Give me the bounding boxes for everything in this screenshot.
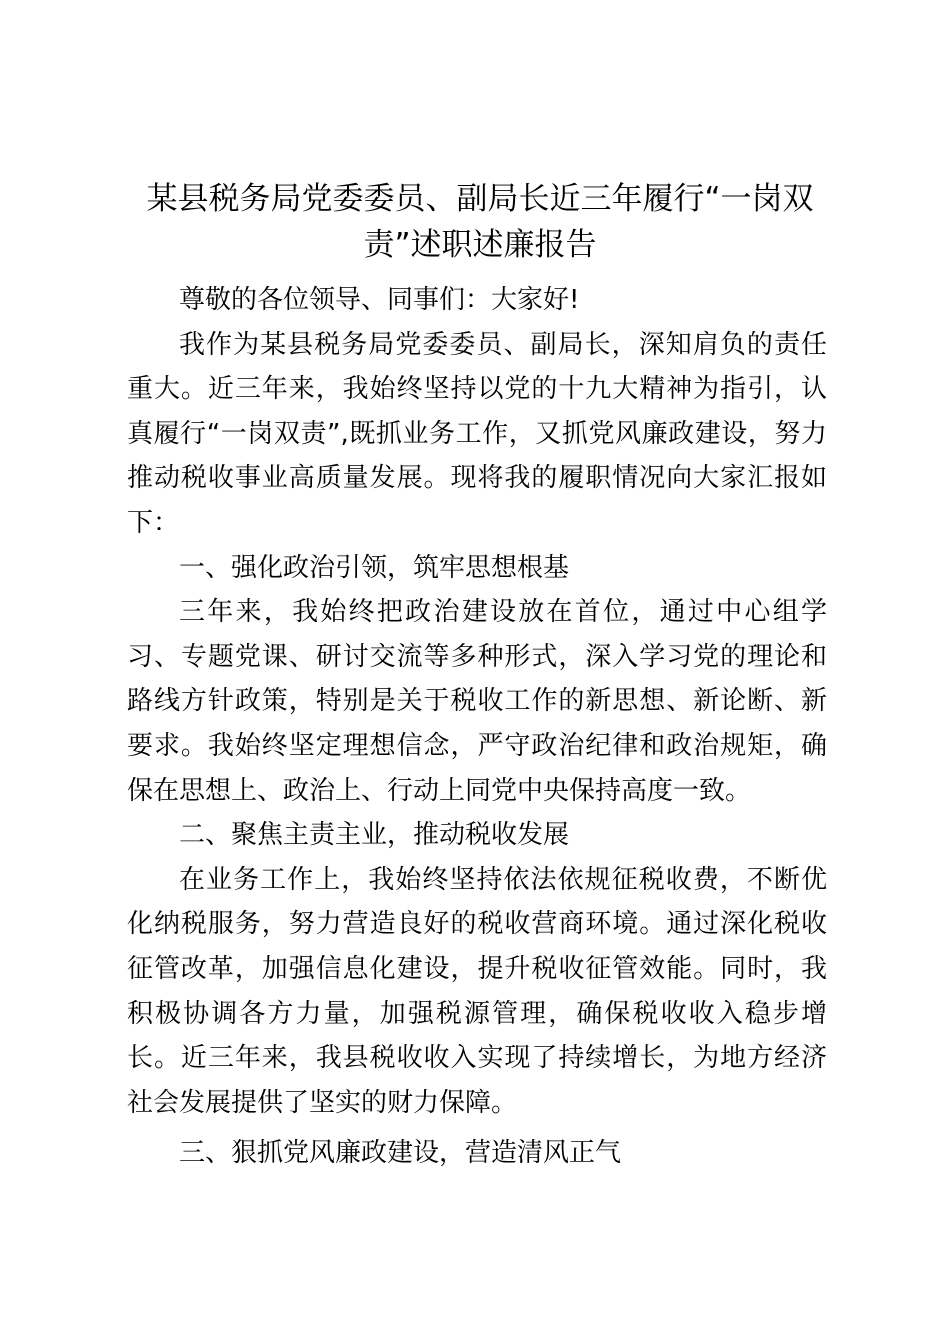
section-heading-1: 一、强化政治引领，筑牢思想根基 (179, 552, 570, 583)
greeting-paragraph: 尊敬的各位领导、同事们：大家好! (179, 285, 580, 315)
section-heading-3: 三、狠抓党风廉政建设，营造清风正气 (179, 1138, 622, 1169)
document-body (127, 278, 827, 1176)
section-paragraph-2: 在业务工作上，我始终坚持依法依规征税收费，不断优化纳税服务，努力营造良好的税收营商环境。通过深化税收征管改革，加强信息化建设，提升税收征管效能。同时，我积极协调各方力量，加强税源管理，确保税收收入稳步增长。近三年来，我县税收收入实现了持续增长，为地方经济社会发展提供了坚实的财力保障。 (127, 864, 827, 1118)
document-title: 某县税务局党委委员、副局长近三年履行“一岗双责”述职述廉报告 (146, 181, 814, 263)
intro-paragraph: 我作为某县税务局党委委员、副局长，深知肩负的责任重大。近三年来，我始终坚持以党的十九大精神为指引，认真履行“一岗双责”,既抓业务工作，又抓党风廉政建设，努力推动税收事业高质量发展。现将我的履职情况向大家汇报如下： (127, 329, 827, 538)
section-paragraph-1: 三年来，我始终把政治建设放在首位，通过中心组学习、专题党课、研讨交流等多种形式，深入学习党的理论和路线方针政策，特别是关于税收工作的新思想、新论断、新要求。我始终坚定理想信念，严守政治纪律和政治规矩，确保在思想上、政治上、行动上同党中央保持高度一致。 (127, 597, 827, 806)
section-heading-2: 二、聚焦主责主业，推动税收发展 (179, 820, 570, 851)
